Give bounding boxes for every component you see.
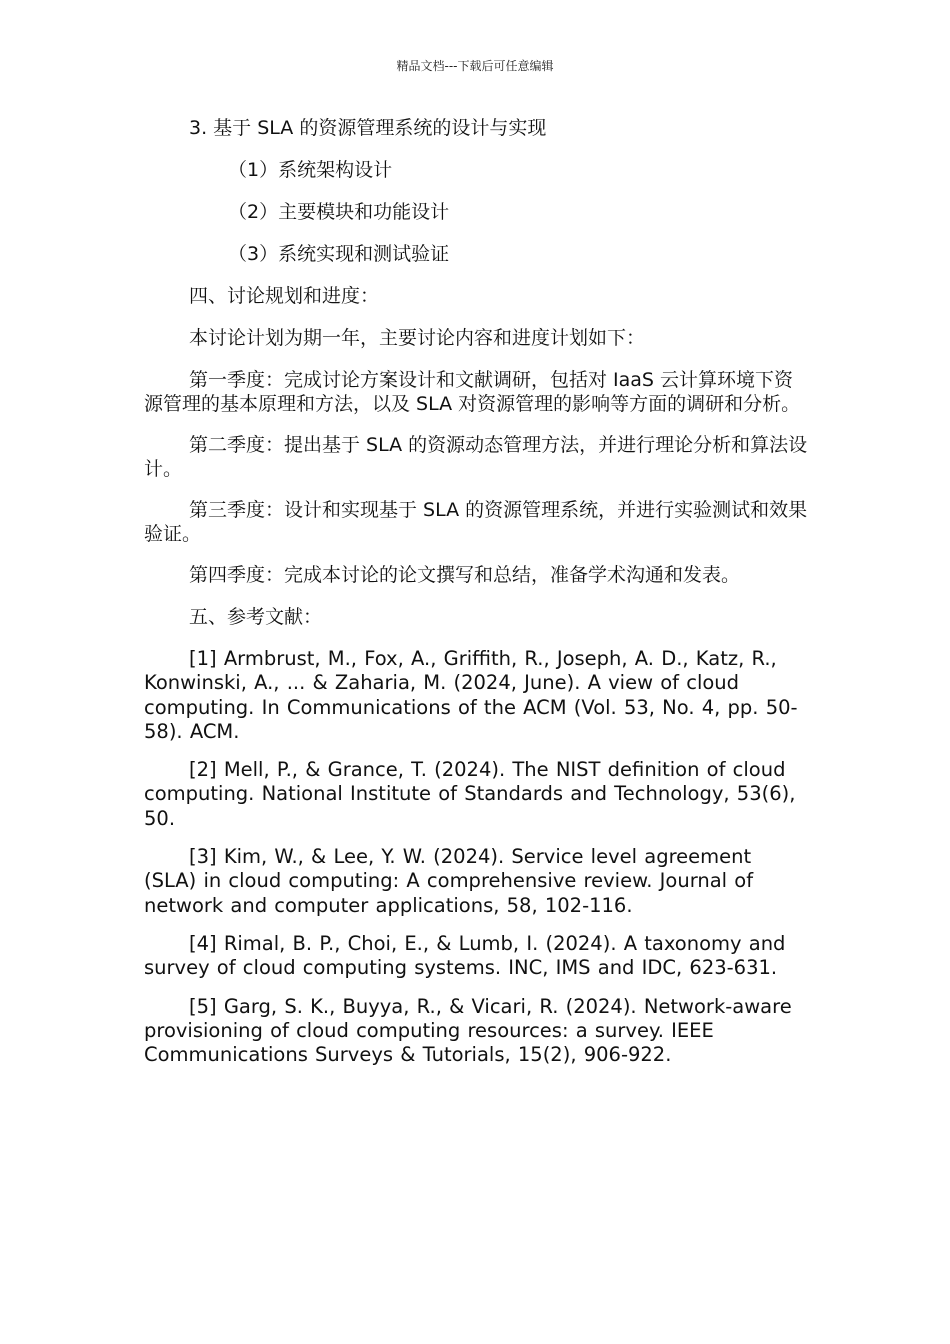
document-body — [144, 116, 810, 1081]
quarter-paragraph: 第二季度：提出基于 SLA 的资源动态管理方法，并进行理论分析和算法设计。 — [144, 434, 808, 480]
quarter-paragraph: 第三季度：设计和实现基于 SLA 的资源管理系统，并进行实验测试和效果验证。 — [144, 499, 808, 545]
outline-item: （3）系统实现和测试验证 — [228, 243, 450, 265]
quarter-paragraph: 第一季度：完成讨论方案设计和文献调研，包括对 IaaS 云计算环境下资源管理的基本原理和方法，以及 SLA 对资源管理的影响等方面的调研和分析。 — [144, 369, 801, 415]
section-4-heading: 四、讨论规划和进度： — [189, 285, 380, 307]
quarter-paragraph: 第四季度：完成本讨论的论文撰写和总结，准备学术沟通和发表。 — [189, 564, 741, 586]
reference-item: [3] Kim, W., & Lee, Y. W. (2024). Service level agreement (SLA) in cloud computing: A comprehensive review. Journal of network and computer applications, 58, 102-116. — [144, 845, 754, 917]
page-header: 精品文档---下载后可任意编辑 — [396, 59, 554, 73]
plan-intro: 本讨论计划为期一年，主要讨论内容和进度计划如下： — [189, 327, 646, 349]
reference-item: [4] Rimal, B. P., Choi, E., & Lumb, I. (2024). A taxonomy and survey of cloud computing systems. INC, IMS and IDC, 623-631. — [144, 931, 786, 980]
section-3-title: 3. 基于 SLA 的资源管理系统的设计与实现 — [189, 117, 547, 139]
outline-item: （2）主要模块和功能设计 — [228, 201, 450, 223]
reference-item: [5] Garg, S. K., Buyya, R., & Vicari, R. (2024). Network-aware provisioning of cloud computing resources: a survey. IEEE Communications Surveys & Tutorials, 15(2), 906-922. — [144, 994, 792, 1067]
reference-item: [2] Mell, P., & Grance, T. (2024). The NIST definition of cloud computing. National Institute of Standards and Technology, 53(6), 50. — [144, 758, 796, 830]
reference-item: [1] Armbrust, M., Fox, A., Griffith, R., Joseph, A. D., Katz, R., Konwinski, A., ... & Zaharia, M. (2024, June). A view of cloud computing. In Communications of the ACM (Vol. 53, No. 4, pp. 50-58). ACM. — [144, 647, 798, 743]
outline-item: （1）系统架构设计 — [228, 159, 393, 181]
section-5-heading: 五、参考文献： — [189, 606, 323, 628]
